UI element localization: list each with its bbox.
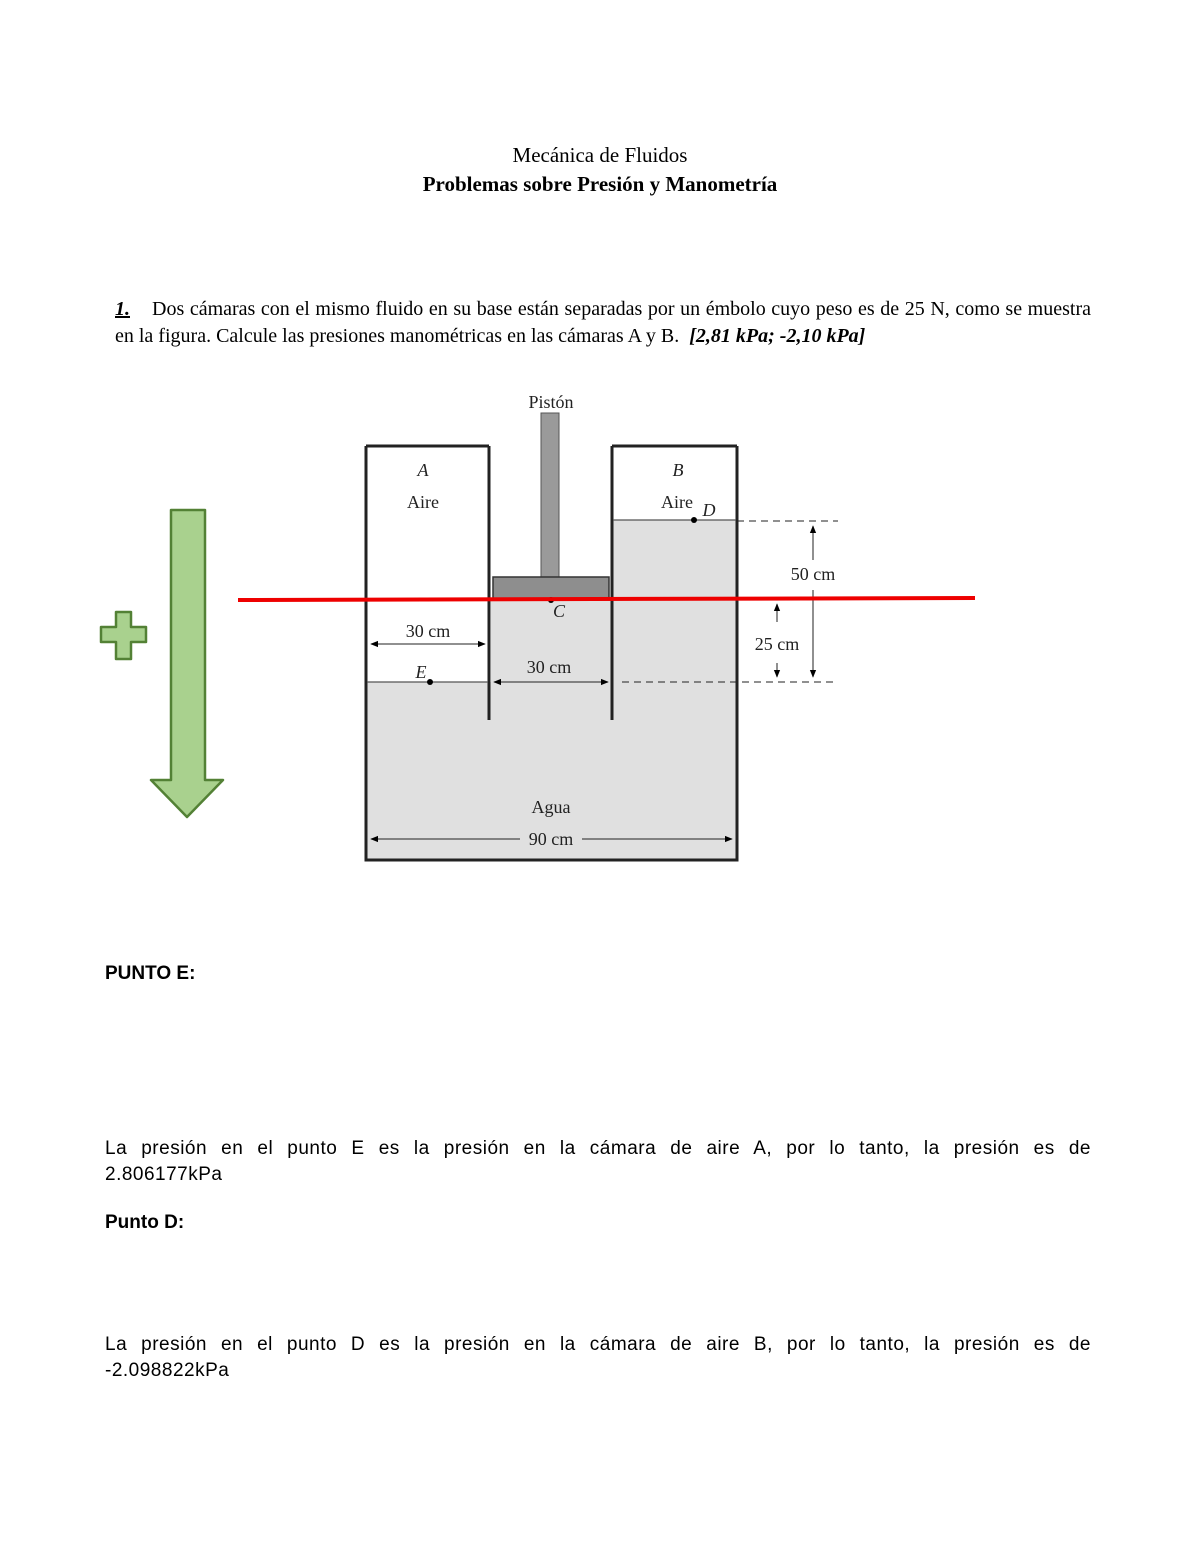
piston-rod xyxy=(541,413,559,577)
answer-text-d: La presión en el punto D es la presión en la cámara de aire B, por lo tanto, la presión es de -2.098822kPa xyxy=(105,1334,1091,1381)
problem-statement xyxy=(115,296,1091,350)
dim-50-label: 50 cm xyxy=(790,564,836,584)
dim-25-label: 25 cm xyxy=(754,634,800,654)
air-a-label: Aire xyxy=(407,492,439,512)
piston-head xyxy=(493,577,609,600)
section-heading-e: PUNTO E: xyxy=(105,963,196,984)
piston-label: Pistón xyxy=(528,392,574,412)
problem-answer: [2,81 kPa; -2,10 kPa] xyxy=(689,325,866,347)
document-title: Problemas sobre Presión y Manometría xyxy=(422,172,778,196)
dim-30-mid-label: 30 cm xyxy=(526,657,572,677)
answer-text-e: La presión en el punto E es la presión en la cámara de aire A, por lo tanto, la presión es de 2.806177kPa xyxy=(105,1138,1091,1185)
point-e-label: E xyxy=(415,662,427,682)
dim-90-label: 90 cm xyxy=(528,829,574,849)
point-d-label: D xyxy=(702,500,716,520)
chamber-b-label: B xyxy=(672,460,684,480)
course-title: Mecánica de Fluidos xyxy=(512,143,688,167)
air-b-label: Aire xyxy=(661,492,693,512)
point-e-marker xyxy=(427,679,433,685)
point-d-marker xyxy=(691,517,697,523)
plus-sign-icon xyxy=(101,612,146,659)
problem-number: 1. xyxy=(115,298,130,320)
section-heading-d: Punto D: xyxy=(105,1212,185,1233)
point-c-label: C xyxy=(552,601,566,621)
positive-direction-arrow xyxy=(151,510,223,817)
chamber-a-label: A xyxy=(417,460,429,480)
piston-diagram xyxy=(0,380,1200,880)
water-chamber-b xyxy=(613,520,736,682)
reference-line xyxy=(238,598,975,600)
problem-text: Dos cámaras con el mismo fluido en su base están separadas por un émbolo cuyo peso es de 25 N, como se muestra en la figura. Calcule las presiones manométricas en las cámaras A y B. xyxy=(115,298,1091,347)
dim-30-left-label: 30 cm xyxy=(405,621,451,641)
water-label: Agua xyxy=(531,797,571,817)
